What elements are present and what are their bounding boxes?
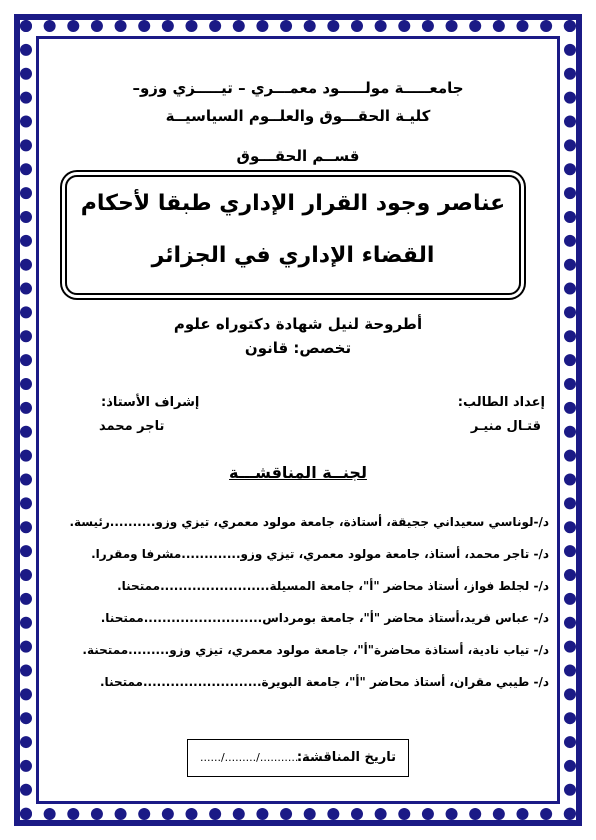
student-name: قتـال منيـر (470, 419, 541, 434)
supervisor-label: إشراف الأستاذ: (101, 395, 200, 410)
degree-statement: أطروحة لنيل شهادة دكتوراه علوم (173, 315, 423, 333)
defense-date-label: تاريخ المناقشة: (296, 750, 396, 765)
committee-member: د/- تاجر محمد، أستاذ، جامعة مولود معمري، تيزي وزو.............مشرفا ومقررا. (91, 547, 549, 561)
prepared-by-label: إعداد الطالب: (457, 395, 545, 410)
university-name: جامعـــــة مولـــــود معمـــري – تيـــــزي وزو– (132, 79, 464, 97)
specialty: تخصص: قانون (244, 339, 352, 357)
committee-member: د/- لجلط فواز، أستاذ محاضر "أ"، جامعة المسيلة........................ممتحنا. (117, 579, 549, 593)
committee-member: د/-لوناسي سعيداني ججيقة، أستاذة، جامعة مولود معمري، تيزي وزو..........رئيسة. (69, 515, 549, 529)
defense-date-box (187, 739, 409, 777)
cover-page (39, 39, 557, 801)
supervisor-name: تاجر محمد (99, 419, 165, 434)
committee-member: د/- تياب نادية، أستاذة محاضرة"أ"، جامعة مولود معمري، تيزي وزو.........ممتحنة. (82, 643, 549, 657)
thesis-title-line-2: القضاء الإداري في الجزائر (151, 243, 435, 268)
thesis-title-box (65, 175, 521, 295)
committee-member: د/- عباس فريد،أستاذ محاضر "أ"، جامعة بومرداس..........................ممتحنا. (100, 611, 549, 625)
committee-member: د/- طيبي مقران، أستاذ محاضر "أ"، جامعة البويرة..........................ممتحنا. (100, 675, 549, 689)
department-name: قســم الحقـــوق (236, 147, 360, 165)
committee-heading: لجنــة المناقشـــة (229, 463, 367, 482)
faculty-name: كليـة الحقـــوق والعلــوم السياسيــة (165, 107, 431, 125)
thesis-title-line-1: عناصر وجود القرار الإداري طبقا لأحكام (80, 191, 506, 216)
defense-date-value: ....../........./................ (200, 751, 316, 764)
